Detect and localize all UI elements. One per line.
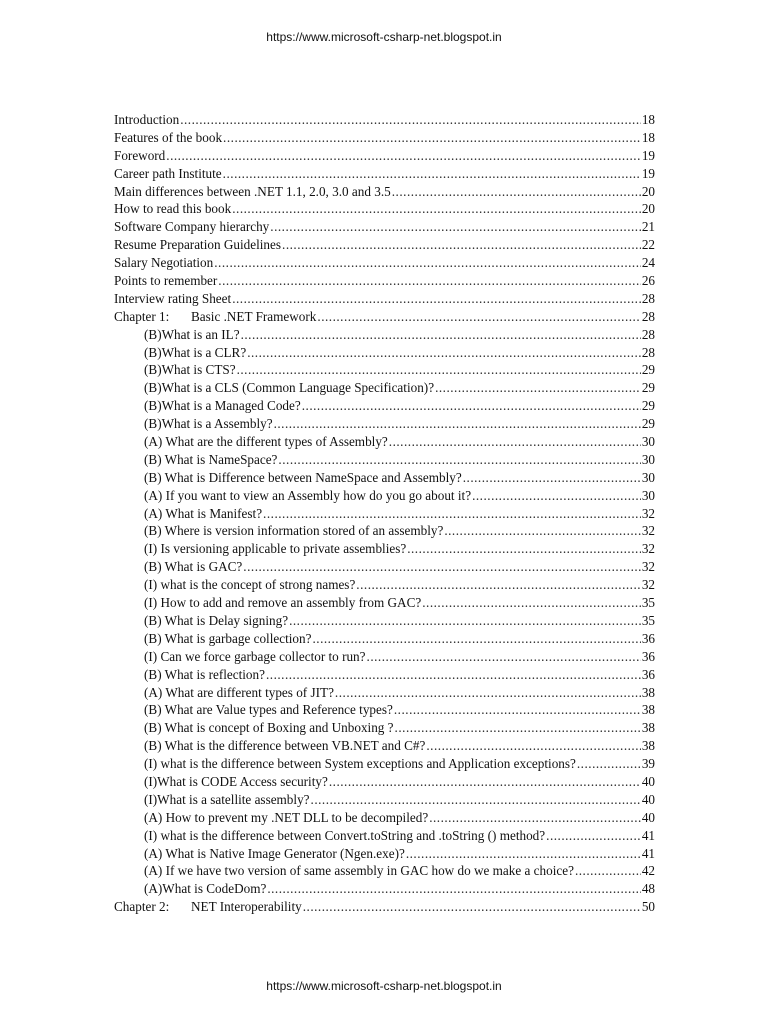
toc-page-number: 36 (641, 648, 655, 664)
toc-entry[interactable] (114, 111, 655, 129)
toc-dot-leader (367, 648, 641, 666)
toc-entry[interactable] (114, 469, 655, 487)
toc-entry-title: (B) What is concept of Boxing and Unboxing ? (144, 720, 394, 736)
toc-entry-title: (A) What is Native Image Generator (Ngen.exe)? (144, 845, 405, 861)
toc-chapter-title: NET Interoperability (191, 899, 302, 915)
toc-dot-leader (289, 612, 641, 630)
toc-page-number: 24 (641, 255, 655, 271)
toc-page-number: 50 (641, 899, 655, 915)
toc-entry[interactable] (114, 558, 655, 576)
toc-entry[interactable] (114, 183, 655, 201)
toc-dot-leader (312, 630, 640, 648)
toc-page-number: 40 (641, 773, 655, 789)
toc-page-number: 41 (641, 827, 655, 843)
toc-entry-title: (B) What are Value types and Reference types? (144, 702, 393, 718)
header-url[interactable]: https://www.microsoft-csharp-net.blogspot.in (266, 30, 502, 44)
toc-page-number: 29 (641, 362, 655, 378)
toc-entry[interactable] (114, 630, 655, 648)
toc-page-number: 30 (641, 487, 655, 503)
toc-page-number: 19 (641, 165, 655, 181)
toc-page-number: 28 (641, 326, 655, 342)
toc-dot-leader (302, 397, 641, 415)
toc-entry-title: (B) What is Delay signing? (144, 612, 289, 628)
toc-page-number: 19 (641, 147, 655, 163)
toc-entry[interactable] (114, 415, 655, 433)
toc-dot-leader (223, 165, 641, 183)
toc-page-number: 29 (641, 398, 655, 414)
toc-entry-title: Main differences between .NET 1.1, 2.0, 3.0 and 3.5 (114, 183, 391, 199)
toc-entry-title: (B) What is the difference between VB.NET and C#? (144, 738, 426, 754)
toc-entry-title: Career path Institute (114, 165, 222, 181)
toc-entry[interactable] (114, 701, 655, 719)
toc-entry[interactable] (114, 684, 655, 702)
toc-entry[interactable] (114, 827, 655, 845)
toc-page-number: 41 (641, 845, 655, 861)
toc-entry-title: (I)What is a satellite assembly? (144, 791, 310, 807)
toc-entry[interactable] (114, 165, 655, 183)
toc-dot-leader (317, 308, 640, 326)
toc-chapter-number: Chapter 1: (114, 308, 170, 324)
toc-page-number: 26 (641, 273, 655, 289)
toc-entry-title: (I) How to add and remove an assembly from GAC? (144, 595, 422, 611)
toc-entry-title: (B)What is a CLS (Common Language Specification)? (144, 380, 435, 396)
toc-dot-leader (180, 111, 641, 129)
toc-dot-leader (335, 684, 641, 702)
toc-dot-leader (406, 845, 641, 863)
toc-dot-leader (472, 487, 641, 505)
toc-entry-title: (A) What are the different types of Assembly? (144, 434, 388, 450)
toc-entry[interactable] (114, 773, 655, 791)
toc-entry-title: Resume Preparation Guidelines (114, 237, 282, 253)
toc-page-number: 22 (641, 237, 655, 253)
toc-entry-title: Interview rating Sheet (114, 290, 232, 306)
toc-dot-leader (392, 183, 641, 201)
toc-entry-title: (A) How to prevent my .NET DLL to be decompiled? (144, 809, 429, 825)
toc-entry-title: (A)What is CodeDom? (144, 881, 267, 897)
toc-page-number: 32 (641, 577, 655, 593)
toc-page-number: 20 (641, 183, 655, 199)
toc-dot-leader (232, 200, 641, 218)
toc-entry[interactable] (114, 505, 655, 523)
toc-dot-leader (214, 254, 641, 272)
toc-entry[interactable] (114, 576, 655, 594)
toc-page-number: 36 (641, 666, 655, 682)
toc-entry[interactable] (114, 487, 655, 505)
toc-dot-leader (577, 755, 641, 773)
toc-entry[interactable] (114, 522, 655, 540)
toc-entry[interactable] (114, 147, 655, 165)
toc-dot-leader (422, 594, 641, 612)
toc-entry-title: (A) If you want to view an Assembly how do you go about it? (144, 487, 472, 503)
toc-page-number: 40 (641, 809, 655, 825)
toc-entry-title (114, 898, 302, 916)
toc-entry-title: (B) What is NameSpace? (144, 451, 278, 467)
toc-entry[interactable] (114, 129, 655, 147)
toc-dot-leader (394, 701, 641, 719)
toc-dot-leader (270, 218, 641, 236)
table-of-contents (114, 111, 655, 916)
toc-entry[interactable] (114, 648, 655, 666)
toc-entry-title: (I) what is the difference between Convert.toString and .toString () method? (144, 827, 546, 843)
toc-page-number: 39 (641, 756, 655, 772)
toc-dot-leader (426, 737, 640, 755)
toc-page-number: 32 (641, 505, 655, 521)
toc-dot-leader (243, 558, 641, 576)
toc-entry-title: (I) what is the concept of strong names? (144, 577, 356, 593)
toc-entry[interactable] (114, 397, 655, 415)
toc-entry[interactable] (114, 898, 655, 916)
toc-dot-leader (263, 505, 641, 523)
toc-page-number: 35 (641, 612, 655, 628)
toc-entry-title: (B) Where is version information stored of an assembly? (144, 523, 444, 539)
toc-entry-title: (B) What is reflection? (144, 666, 265, 682)
toc-entry[interactable] (114, 344, 655, 362)
toc-entry[interactable] (114, 666, 655, 684)
toc-page-number: 28 (641, 344, 655, 360)
toc-dot-leader (241, 326, 641, 344)
toc-dot-leader (278, 451, 640, 469)
toc-entry-title: (I)What is CODE Access security? (144, 773, 328, 789)
toc-entry[interactable] (114, 612, 655, 630)
toc-dot-leader (311, 791, 641, 809)
toc-entry[interactable] (114, 737, 655, 755)
toc-entry-title: (I) Is versioning applicable to private assemblies? (144, 541, 407, 557)
toc-entry[interactable] (114, 809, 655, 827)
toc-dot-leader (546, 827, 641, 845)
toc-page-number: 38 (641, 738, 655, 754)
toc-dot-leader (444, 522, 640, 540)
toc-dot-leader (356, 576, 641, 594)
toc-dot-leader (463, 469, 641, 487)
toc-entry[interactable] (114, 272, 655, 290)
toc-page-number: 42 (641, 863, 655, 879)
toc-page-number: 38 (641, 702, 655, 718)
toc-dot-leader (223, 129, 641, 147)
toc-entry[interactable] (114, 379, 655, 397)
toc-entry-title: (B) What is garbage collection? (144, 630, 312, 646)
toc-entry[interactable] (114, 540, 655, 558)
toc-entry[interactable] (114, 791, 655, 809)
toc-entry-title: (B)What is a Assembly? (144, 416, 273, 432)
toc-entry-title: (B)What is an IL? (144, 326, 240, 342)
toc-entry-title: (A) If we have two version of same assembly in GAC how do we make a choice? (144, 863, 574, 879)
toc-dot-leader (237, 361, 641, 379)
toc-dot-leader (303, 898, 641, 916)
toc-entry[interactable] (114, 218, 655, 236)
toc-page-number: 30 (641, 434, 655, 450)
toc-entry-title: Salary Negotiation (114, 255, 214, 271)
toc-entry[interactable] (114, 433, 655, 451)
toc-entry[interactable] (114, 361, 655, 379)
toc-dot-leader (166, 147, 641, 165)
toc-page-number: 32 (641, 541, 655, 557)
toc-page-number: 18 (641, 112, 655, 127)
toc-dot-leader (274, 415, 641, 433)
toc-page-number: 18 (641, 129, 655, 145)
toc-entry[interactable] (114, 451, 655, 469)
toc-entry-title: Foreword (114, 147, 166, 163)
toc-dot-leader (395, 719, 641, 737)
toc-page-number: 40 (641, 791, 655, 807)
toc-page-number: 21 (641, 219, 655, 235)
toc-entry[interactable] (114, 290, 655, 308)
toc-page-number: 35 (641, 595, 655, 611)
toc-page-number: 38 (641, 720, 655, 736)
toc-entry[interactable] (114, 200, 655, 218)
toc-entry-title: How to read this book (114, 201, 232, 217)
toc-dot-leader (232, 290, 641, 308)
toc-dot-leader (247, 344, 641, 362)
toc-entry[interactable] (114, 719, 655, 737)
toc-dot-leader (575, 862, 641, 880)
toc-page-number: 29 (641, 380, 655, 396)
toc-entry-title: (I) what is the difference between System exceptions and Application exceptions? (144, 756, 576, 772)
toc-page-number: 28 (641, 308, 655, 324)
toc-page-number: 30 (641, 451, 655, 467)
toc-entry-title: Software Company hierarchy (114, 219, 270, 235)
toc-entry[interactable] (114, 845, 655, 863)
toc-entry-title: (B)What is a CLR? (144, 344, 247, 360)
toc-entry-title: (B)What is a Managed Code? (144, 398, 301, 414)
toc-entry-title: Features of the book (114, 129, 223, 145)
toc-page-number: 48 (641, 881, 655, 897)
toc-dot-leader (389, 433, 641, 451)
toc-page-number: 38 (641, 684, 655, 700)
toc-dot-leader (407, 540, 641, 558)
toc-dot-leader (435, 379, 641, 397)
toc-entry[interactable] (114, 880, 655, 898)
toc-entry[interactable] (114, 308, 655, 326)
toc-page-number: 28 (641, 290, 655, 306)
toc-entry-title: (I) Can we force garbage collector to run? (144, 648, 366, 664)
toc-dot-leader (282, 236, 641, 254)
toc-chapter-number: Chapter 2: (114, 899, 170, 915)
toc-entry[interactable] (114, 236, 655, 254)
toc-dot-leader (218, 272, 641, 290)
toc-dot-leader (429, 809, 641, 827)
toc-page-number: 20 (641, 201, 655, 217)
toc-entry-title: (B) What is GAC? (144, 559, 243, 575)
footer-url[interactable]: https://www.microsoft-csharp-net.blogspot.in (266, 979, 502, 993)
toc-entry[interactable] (114, 326, 655, 344)
toc-dot-leader (329, 773, 641, 791)
toc-entry-title: Points to remember (114, 273, 218, 289)
toc-page-number: 32 (641, 559, 655, 575)
toc-chapter-title: Basic .NET Framework (191, 308, 317, 324)
toc-entry-title (114, 308, 316, 326)
toc-page-number: 36 (641, 630, 655, 646)
toc-dot-leader (267, 880, 640, 898)
toc-page-number: 32 (641, 523, 655, 539)
toc-page-number: 30 (641, 469, 655, 485)
toc-entry-title: (B)What is CTS? (144, 362, 236, 378)
toc-entry-title: (A) What is Manifest? (144, 505, 263, 521)
toc-entry[interactable] (114, 254, 655, 272)
toc-entry[interactable] (114, 862, 655, 880)
toc-page-number: 29 (641, 416, 655, 432)
toc-entry-title: (A) What are different types of JIT? (144, 684, 334, 700)
toc-entry-title: (B) What is Difference between NameSpace and Assembly? (144, 469, 462, 485)
toc-entry[interactable] (114, 755, 655, 773)
toc-entry[interactable] (114, 594, 655, 612)
toc-dot-leader (266, 666, 641, 684)
toc-entry-title: Introduction (114, 112, 180, 127)
